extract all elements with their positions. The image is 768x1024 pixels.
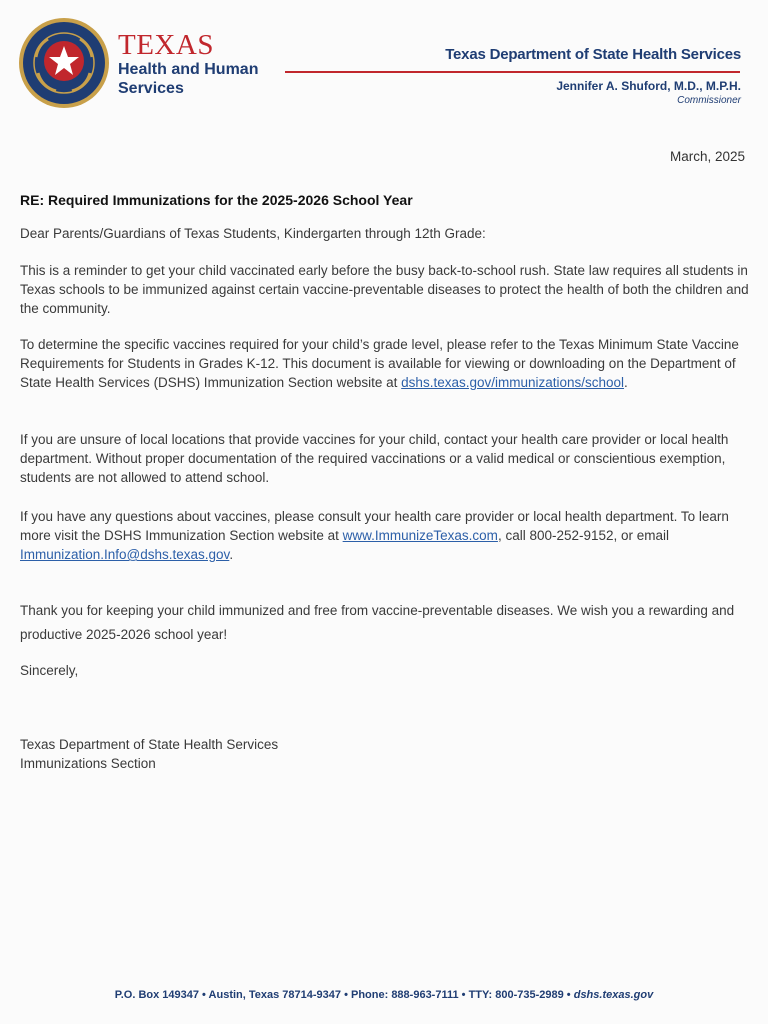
commissioner-name: Jennifer A. Shuford, M.D., M.P.H.	[556, 79, 741, 93]
footer-contact: P.O. Box 149347 • Austin, Texas 78714-9347 • Phone: 888-963-7111 • TTY: 800-735-2989 •	[114, 989, 574, 1001]
paragraph-requirements	[20, 335, 750, 392]
letter-date: March, 2025	[669, 149, 745, 164]
salutation: Dear Parents/Guardians of Texas Students, Kindergarten through 12th Grade:	[20, 226, 486, 241]
closing: Sincerely,	[20, 663, 79, 678]
paragraph-questions-mid: , call 800-252-9152, or email	[497, 528, 670, 543]
agency-logo-text	[118, 30, 258, 98]
commissioner-title: Commissioner	[677, 95, 741, 106]
signature-line1: Texas Department of State Health Services	[20, 737, 279, 752]
paragraph-thanks: Thank you for keeping your child immunized and free from vaccine-preventable diseases. We wish you a rewarding and productive 2025-2026 school year!	[20, 603, 735, 642]
paragraph-requirements-end: .	[624, 375, 628, 390]
letter-subject: RE: Required Immunizations for the 2025-2026 School Year	[20, 192, 413, 208]
paragraph-locations: If you are unsure of local locations that provide vaccines for your child, contact your health care provider or local health department. Without proper documentation of the required vaccinations or a valid medical or conscientious exemption, students are not allowed to attend school.	[20, 432, 729, 485]
paragraph-requirements-text: To determine the specific vaccines required for your child’s grade level, please refer to the Texas Minimum State Vaccine Requirements for Students in Grades K-12. This document is available for viewing or downloading on the Department of State Health Services (DSHS) Immunization Section website at	[20, 337, 739, 390]
paragraph-reminder: This is a reminder to get your child vaccinated early before the busy back-to-school rush. State law requires all students in Texas schools to be immunized against certain vaccine-preventable diseases to protect the health of both the children and the community.	[20, 263, 749, 316]
paragraph-questions-text: If you have any questions about vaccines, please consult your health care provider or local health department. To learn more visit the DSHS Immunization Section website at	[20, 509, 729, 543]
footer-address	[0, 989, 768, 1001]
department-name: Texas Department of State Health Services	[445, 46, 741, 63]
texas-hhs-seal-icon	[18, 17, 110, 109]
immunization-email-link[interactable]: Immunization.Info@dshs.texas.gov	[20, 547, 230, 562]
header-divider	[285, 71, 740, 73]
logo-subtitle-line1: Health and Human	[118, 61, 259, 78]
dshs-school-link[interactable]: dshs.texas.gov/immunizations/school	[401, 375, 625, 390]
paragraph-questions-end: .	[229, 547, 234, 562]
immunize-texas-link[interactable]: www.ImmunizeTexas.com	[342, 528, 498, 543]
signature-line2: Immunizations Section	[20, 756, 156, 771]
footer-website[interactable]: dshs.texas.gov	[573, 989, 654, 1001]
logo-title: TEXAS	[118, 29, 214, 61]
paragraph-questions	[20, 507, 750, 564]
logo-subtitle-line2: Services	[118, 80, 184, 97]
